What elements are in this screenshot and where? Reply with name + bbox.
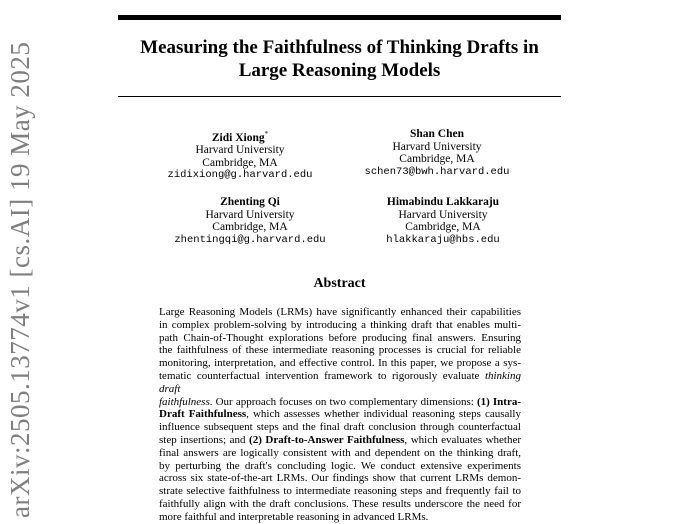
author-affiliation: Harvard University [392, 140, 482, 153]
title-top-rule [118, 15, 561, 20]
abstract-text: tematic counterfactual intervention framework to rigorously evaluate [159, 369, 485, 382]
author-email[interactable]: schen73@bwh.harvard.edu [364, 165, 510, 178]
abstract-text: faithfully align with the draft conclusions. These results underscore the need for [159, 497, 521, 510]
abstract-line [159, 472, 521, 485]
abstract-line [159, 332, 521, 345]
abstract-line [159, 306, 521, 319]
abstract-line [159, 447, 521, 460]
author-email[interactable]: zidixiong@g.harvard.edu [167, 169, 313, 182]
title-bottom-rule [118, 96, 561, 97]
author-name: Shan Chen [409, 128, 464, 140]
abstract-text: influence subsequent steps and the final draft conclusion through counterfactual [159, 421, 521, 434]
author-location: Cambridge, MA [212, 221, 288, 233]
abstract-line [159, 370, 521, 396]
abstract-line [159, 434, 521, 447]
author-email[interactable]: zhentingqi@g.harvard.edu [174, 233, 326, 246]
author-footnote-mark: * [264, 130, 269, 138]
title-line-2: Large Reasoning Models [238, 60, 441, 81]
abstract-line [159, 319, 521, 332]
abstract-text: across six state-of-the-art LRMs. Our findings show that current LRMs demon- [159, 472, 521, 485]
author-name: Zidi Xiong [211, 131, 265, 144]
abstract-heading: Abstract [313, 276, 366, 291]
author-affiliation: Harvard University [195, 144, 285, 157]
abstract-line [159, 396, 521, 409]
author-affiliation: Harvard University [398, 208, 488, 221]
abstract-emphasis-bold: Draft Faithfulness [159, 408, 247, 421]
abstract-line [159, 408, 521, 421]
abstract-line [159, 511, 521, 524]
abstract-body [159, 306, 521, 524]
abstract-line [159, 460, 521, 473]
abstract-line [159, 498, 521, 511]
abstract-text: Large Reasoning Models (LRMs) have significantly enhanced their capabilities [159, 306, 521, 318]
author-location: Cambridge, MA [399, 153, 475, 165]
abstract-emphasis-italic: thinking draft [159, 369, 521, 395]
title-line-1: Measuring the Faithfulness of Thinking Drafts in [140, 37, 539, 58]
abstract-text: path Chain-of-Thought explorations before producing final answers. Ensuring [159, 331, 521, 344]
author-location: Cambridge, MA [202, 156, 278, 169]
abstract-text: final answers are logically consistent with and dependent on the thinking draft, [159, 446, 521, 459]
abstract-text: by perturbing the draft's concluding logic. We conduct extensive experiments [159, 459, 521, 472]
abstract-line [159, 344, 521, 357]
abstract-text: step insertions; and [159, 433, 250, 446]
author-location: Cambridge, MA [405, 221, 481, 233]
author-name: Zhenting Qi [220, 196, 280, 208]
author-name: Himabindu Lakkaraju [386, 196, 500, 208]
author-affiliation: Harvard University [205, 208, 295, 221]
abstract-text: , which assesses whether individual reasoning steps causally [246, 408, 521, 421]
abstract-text: the faithfulness of these intermediate reasoning processes is crucial for reliable [159, 344, 521, 357]
author-email[interactable]: hlakkaraju@hbs.edu [386, 233, 500, 246]
author-block [343, 196, 543, 246]
abstract-text: in complex problem-solving by introducing a thinking draft that enables multi- [159, 318, 521, 331]
abstract-text: strate selective faithfulness to intermediate reasoning steps and frequently fail to [159, 485, 521, 498]
abstract-text: monitoring, interpretation, and effective control. In this paper, we propose a sys- [159, 357, 521, 370]
paper-title [118, 36, 561, 82]
abstract-text: more faithful and interpretable reasoning in advanced LRMs. [159, 510, 429, 523]
abstract-text: , which evaluates whether [404, 433, 521, 446]
abstract-emphasis-bold: (1) Intra- [476, 395, 521, 408]
abstract-emphasis-italic: faithfulness [159, 395, 210, 408]
abstract-text: . Our approach focuses on two complementary dimensions: [209, 395, 477, 408]
author-block [140, 128, 340, 182]
arxiv-identifier[interactable]: arXiv:2505.13774v1 [cs.AI] 19 May 2025 [5, 41, 35, 518]
abstract-line [159, 421, 521, 434]
author-block [150, 196, 350, 246]
abstract-emphasis-bold: (2) Draft-to-Answer Faithfulness [249, 433, 405, 446]
abstract-line [159, 357, 521, 370]
abstract-line [159, 485, 521, 498]
author-block [337, 128, 537, 178]
